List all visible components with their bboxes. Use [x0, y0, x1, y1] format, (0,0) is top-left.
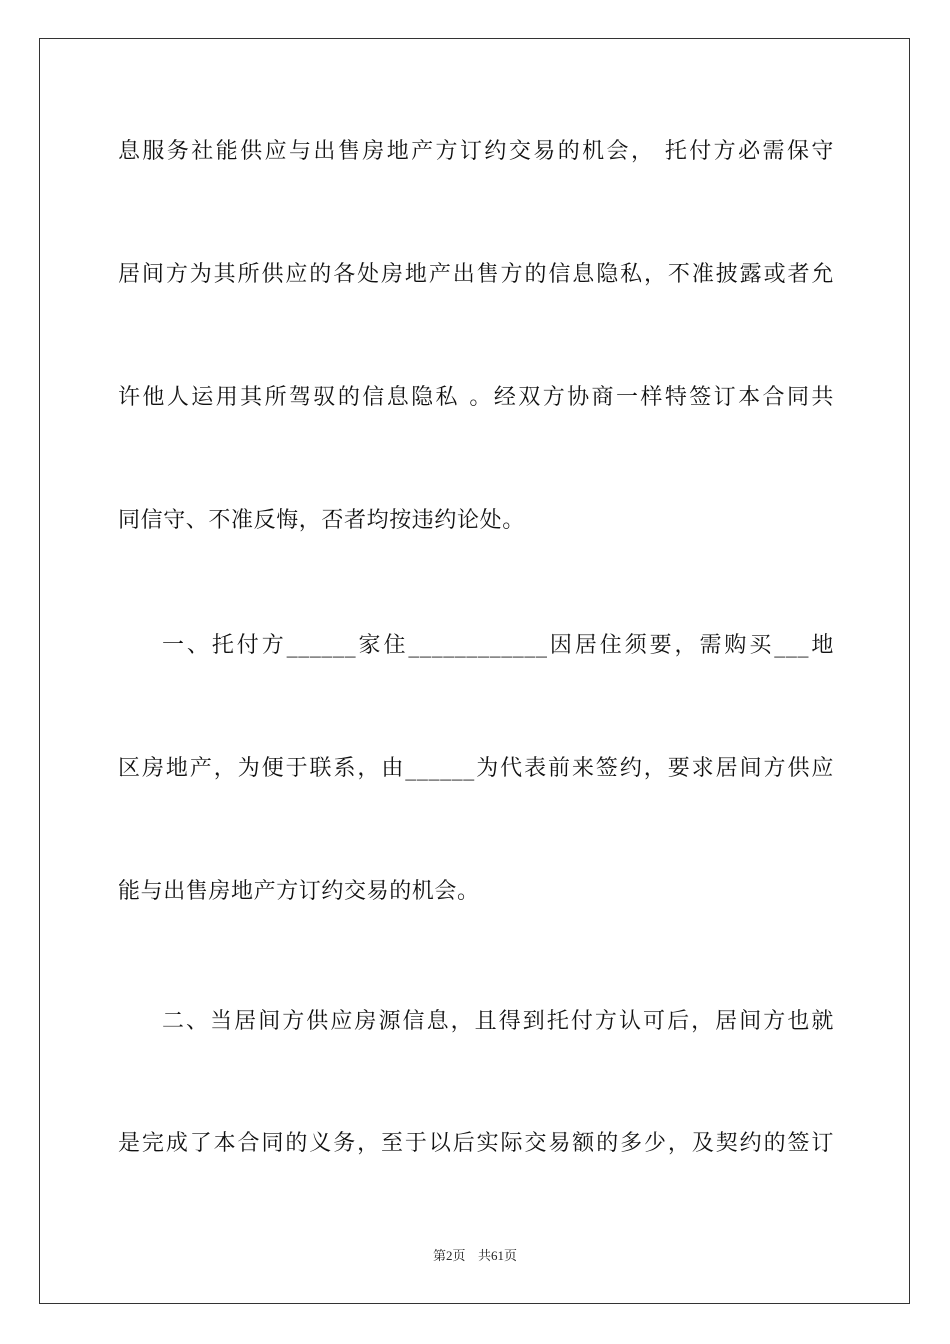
footer-page-prefix: 第 [433, 1248, 447, 1263]
footer-total-prefix: 共 [477, 1248, 491, 1263]
footer-page-number: 2 [446, 1248, 453, 1263]
footer-total-pages: 61 [490, 1248, 504, 1263]
body-line-8: 二、当居间方供应房源信息，且得到托付方认可后，居间方也就 [162, 1009, 834, 1034]
footer-total-suffix: 页 [503, 1248, 517, 1263]
body-line-9: 是完成了本合同的义务，至于以后实际交易额的多少，及契约的签订 [118, 1131, 834, 1156]
body-line-7: 能与出售房地产方订约交易的机会。 [118, 879, 480, 904]
body-line-4: 同信守、不准反悔，否者均按违约论处。 [118, 508, 525, 533]
page-footer [0, 1247, 950, 1266]
body-line-5: 一、托付方______家住____________因居住须要，需购买___地 [162, 633, 834, 658]
page-border [39, 38, 910, 1304]
body-line-6: 区房地产，为便于联系，由______为代表前来签约，要求居间方供应 [118, 756, 834, 781]
footer-page-suffix: 页 [452, 1248, 466, 1263]
body-line-3: 许他人运用其所驾驭的信息隐私 。经双方协商一样特签订本合同共 [118, 385, 834, 410]
body-line-2: 居间方为其所供应的各处房地产出售方的信息隐私，不准披露或者允 [118, 262, 834, 287]
body-line-1: 息服务社能供应与出售房地产方订约交易的机会， 托付方必需保守 [118, 139, 834, 164]
